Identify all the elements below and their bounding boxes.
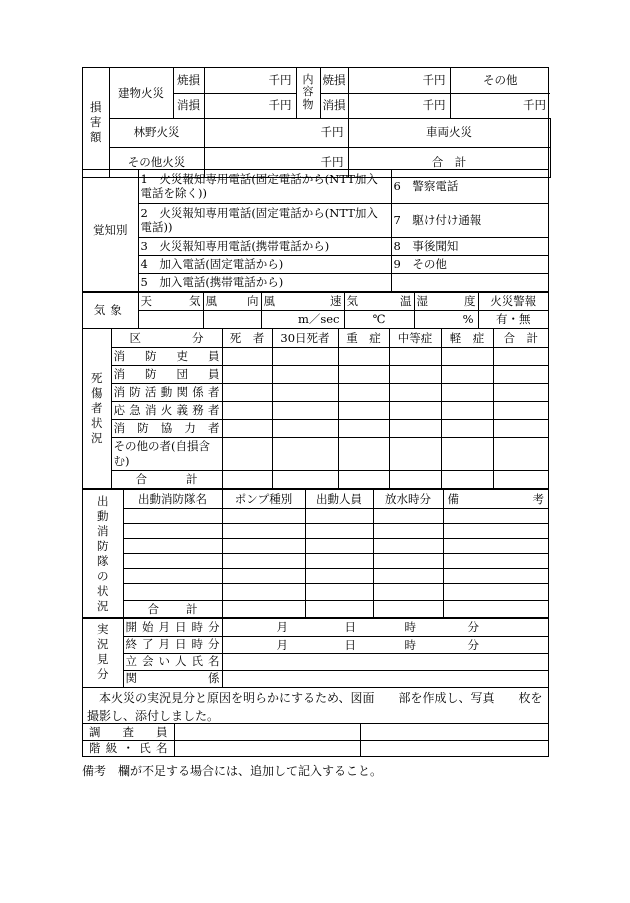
cell[interactable] xyxy=(443,553,548,568)
cell[interactable] xyxy=(373,583,443,600)
cell[interactable] xyxy=(373,538,443,553)
month-label: 月 xyxy=(276,637,288,652)
cell[interactable] xyxy=(441,470,493,488)
cell[interactable] xyxy=(338,365,389,383)
cell[interactable] xyxy=(222,583,305,600)
damage-section xyxy=(83,68,548,170)
table-row xyxy=(83,347,548,365)
casualty-row-label: その他の者(自損含む) xyxy=(111,437,222,470)
cell[interactable] xyxy=(272,470,338,488)
cell[interactable] xyxy=(222,401,272,419)
casualty-row-label: 消防活動関係者 xyxy=(111,383,222,401)
cell[interactable] xyxy=(222,419,272,437)
units-col-water: 放水時分 xyxy=(373,490,443,508)
weather-value[interactable] xyxy=(138,310,203,328)
cell[interactable] xyxy=(443,523,548,538)
table-row xyxy=(83,568,548,583)
cell[interactable] xyxy=(338,419,389,437)
detection-section xyxy=(83,170,548,293)
cell[interactable] xyxy=(389,365,441,383)
cell[interactable] xyxy=(373,508,443,523)
statement-section xyxy=(83,688,548,724)
table-row xyxy=(83,508,548,523)
vehicle-fire-label: 車両火災 xyxy=(348,118,550,147)
cell[interactable] xyxy=(373,523,443,538)
month-label: 月 xyxy=(276,619,288,634)
table-row xyxy=(83,538,548,553)
minute-label: 分 xyxy=(467,637,479,652)
cell[interactable] xyxy=(441,419,493,437)
cell[interactable] xyxy=(441,437,493,470)
cell[interactable] xyxy=(443,583,548,600)
rank-name-label: 階級・氏名 xyxy=(83,740,174,756)
rank-name-value-2[interactable] xyxy=(360,740,548,756)
cell[interactable] xyxy=(222,347,272,365)
cell[interactable] xyxy=(443,568,548,583)
detection-item-7: 7 駆け付け通報 xyxy=(391,203,548,237)
cell[interactable] xyxy=(305,568,373,583)
cell[interactable] xyxy=(389,383,441,401)
damage-total-label: 合 計 xyxy=(348,147,550,177)
table-row xyxy=(83,583,548,600)
table-row xyxy=(83,470,548,488)
casualty-row-label: 応急消火義務者 xyxy=(111,401,222,419)
other-value[interactable]: 千円 xyxy=(450,93,550,118)
wind-speed-unit[interactable]: m／sec xyxy=(261,310,344,328)
fire-warning-value[interactable]: 有・無 xyxy=(478,310,548,328)
cell[interactable] xyxy=(272,347,338,365)
cell[interactable] xyxy=(338,437,389,470)
cell[interactable] xyxy=(441,383,493,401)
cell[interactable] xyxy=(272,419,338,437)
cell[interactable] xyxy=(305,523,373,538)
wind-direction-value[interactable] xyxy=(203,310,261,328)
contents-burn-label: 焼損 xyxy=(320,68,348,93)
cell[interactable] xyxy=(338,347,389,365)
rank-name-value-1[interactable] xyxy=(174,740,360,756)
cell[interactable] xyxy=(272,437,338,470)
detection-header: 覚知別 xyxy=(83,170,138,292)
cell[interactable] xyxy=(305,600,373,618)
cell[interactable] xyxy=(123,553,222,568)
detection-item-2: 2 火災報知専用電話(固定電話から(NTT加入電話)) xyxy=(138,203,391,237)
cell[interactable] xyxy=(493,365,548,383)
cell[interactable] xyxy=(389,470,441,488)
detection-item-3: 3 火災報知専用電話(携帯電話から) xyxy=(138,237,391,255)
inspection-start-value[interactable] xyxy=(222,618,548,636)
cell[interactable] xyxy=(272,383,338,401)
cell[interactable] xyxy=(443,538,548,553)
cell[interactable] xyxy=(389,437,441,470)
building-burn-value[interactable]: 千円 xyxy=(204,68,296,93)
fire-report-form xyxy=(82,67,549,757)
detection-item-4: 4 加入電話(固定電話から) xyxy=(138,255,391,273)
cell[interactable] xyxy=(123,583,222,600)
casualties-col-dead: 死 者 xyxy=(222,329,272,347)
cell[interactable] xyxy=(272,401,338,419)
cell[interactable] xyxy=(222,553,305,568)
cell[interactable] xyxy=(443,600,548,618)
relation-label: 関 係 xyxy=(123,670,222,687)
cell[interactable] xyxy=(222,508,305,523)
inspection-end-value[interactable] xyxy=(222,636,548,653)
cell[interactable] xyxy=(389,419,441,437)
cell[interactable] xyxy=(493,401,548,419)
weather-col-weather: 天 気 xyxy=(138,293,203,310)
cell[interactable] xyxy=(443,508,548,523)
casualties-col-dead30: 30日死者 xyxy=(272,329,338,347)
building-fire-label: 建物火災 xyxy=(109,68,173,118)
cell[interactable] xyxy=(305,583,373,600)
witness-value[interactable] xyxy=(222,653,548,670)
cell[interactable] xyxy=(389,401,441,419)
day-label: 日 xyxy=(344,637,356,652)
units-header: 出動消防隊の状況 xyxy=(83,490,123,618)
cell[interactable] xyxy=(222,470,272,488)
forest-fire-label: 林野火災 xyxy=(109,118,204,147)
casualties-col-total: 合 計 xyxy=(493,329,548,347)
weather-col-wind-speed: 風 速 xyxy=(261,293,344,310)
weather-header: 気象 xyxy=(83,293,138,328)
cell[interactable] xyxy=(222,523,305,538)
inspection-section xyxy=(83,618,548,688)
casualty-total-label: 合 計 xyxy=(111,470,222,488)
table-row xyxy=(83,419,548,437)
table-row xyxy=(83,553,548,568)
units-total-label: 合 計 xyxy=(123,600,222,618)
hour-label: 時 xyxy=(404,637,416,652)
cell[interactable] xyxy=(272,365,338,383)
units-col-pump: ポンプ種別 xyxy=(222,490,305,508)
units-section xyxy=(83,490,548,618)
investigator-value-2[interactable] xyxy=(360,724,548,740)
other-fire-label: その他火災 xyxy=(109,147,204,177)
table-row xyxy=(83,383,548,401)
table-row xyxy=(83,523,548,538)
investigator-section xyxy=(83,724,548,756)
casualties-section xyxy=(83,329,548,490)
table-row xyxy=(83,600,548,618)
cell[interactable] xyxy=(493,347,548,365)
cell[interactable] xyxy=(123,538,222,553)
relation-value[interactable] xyxy=(222,670,548,687)
investigator-label: 調 査 員 xyxy=(83,724,174,740)
casualties-col-serious: 重 症 xyxy=(338,329,389,347)
cell[interactable] xyxy=(222,600,305,618)
forest-fire-value[interactable]: 千円 xyxy=(204,118,348,147)
cell[interactable] xyxy=(493,437,548,470)
cell[interactable] xyxy=(373,568,443,583)
footnote: 備考 欄が不足する場合には、追加して記入すること。 xyxy=(82,764,383,778)
cell[interactable] xyxy=(123,523,222,538)
humidity-unit[interactable]: % xyxy=(414,310,478,328)
cell[interactable] xyxy=(123,568,222,583)
casualties-col-category: 区 分 xyxy=(111,329,222,347)
table-row xyxy=(83,437,548,470)
detection-item-8: 8 事後聞知 xyxy=(391,237,548,255)
cell[interactable] xyxy=(338,470,389,488)
weather-col-temperature: 気 温 xyxy=(344,293,414,310)
cell[interactable] xyxy=(373,553,443,568)
damage-header: 損害額 xyxy=(83,68,109,177)
cell[interactable] xyxy=(493,419,548,437)
cell[interactable] xyxy=(493,470,548,488)
cell[interactable] xyxy=(441,401,493,419)
cell[interactable] xyxy=(222,383,272,401)
cell[interactable] xyxy=(305,508,373,523)
weather-col-fire-warning: 火災警報 xyxy=(478,293,548,310)
casualties-header: 死傷者状況 xyxy=(83,329,111,489)
cell[interactable] xyxy=(338,383,389,401)
cell[interactable] xyxy=(222,538,305,553)
investigator-value-1[interactable] xyxy=(174,724,360,740)
detection-item-9: 9 その他 xyxy=(391,255,548,273)
temperature-unit[interactable]: ℃ xyxy=(344,310,414,328)
cell[interactable] xyxy=(441,347,493,365)
cell[interactable] xyxy=(305,538,373,553)
cell[interactable] xyxy=(373,600,443,618)
building-extinguish-value[interactable]: 千円 xyxy=(204,93,296,118)
cell[interactable] xyxy=(123,508,222,523)
contents-label: 内容物 xyxy=(296,68,320,118)
weather-col-wind-direction: 風 向 xyxy=(203,293,261,310)
statement-text: 本火災の実況見分と原因を明らかにするため、図面 部を作成し、写真 枚を撮影し、添付しました。 xyxy=(87,691,543,723)
inspection-header: 実況見分 xyxy=(83,618,123,687)
units-col-name: 出動消防隊名 xyxy=(123,490,222,508)
other-label: その他 xyxy=(450,68,550,93)
cell[interactable] xyxy=(493,383,548,401)
witness-label: 立会い人氏名 xyxy=(123,653,222,670)
casualties-col-moderate: 中等症 xyxy=(389,329,441,347)
casualty-row-label: 消 防 吏 員 xyxy=(111,347,222,365)
cell[interactable] xyxy=(338,401,389,419)
units-col-personnel: 出動人員 xyxy=(305,490,373,508)
cell[interactable] xyxy=(222,437,272,470)
units-col-remarks: 備 考 xyxy=(443,490,548,508)
inspection-end-label: 終了月日時分 xyxy=(123,636,222,653)
day-label: 日 xyxy=(344,619,356,634)
cell[interactable] xyxy=(222,568,305,583)
minute-label: 分 xyxy=(467,619,479,634)
inspection-start-label: 開始月日時分 xyxy=(123,618,222,636)
cell[interactable] xyxy=(389,347,441,365)
detection-item-1: 1 火災報知専用電話(固定電話から(NTT加入電話を除く)) xyxy=(138,170,391,203)
casualty-row-label: 消 防 協 力 者 xyxy=(111,419,222,437)
other-fire-value[interactable]: 千円 xyxy=(204,147,348,177)
weather-col-humidity: 湿 度 xyxy=(414,293,478,310)
hour-label: 時 xyxy=(404,619,416,634)
detection-item-6: 6 警察電話 xyxy=(391,170,548,203)
contents-extinguish-value[interactable]: 千円 xyxy=(348,93,450,118)
building-extinguish-label: 消損 xyxy=(173,93,204,118)
contents-extinguish-label: 消損 xyxy=(320,93,348,118)
weather-section xyxy=(83,293,548,329)
cell[interactable] xyxy=(305,553,373,568)
detection-item-empty xyxy=(391,273,548,291)
table-row xyxy=(83,401,548,419)
cell[interactable] xyxy=(441,365,493,383)
casualty-row-label: 消 防 団 員 xyxy=(111,365,222,383)
casualties-col-minor: 軽 症 xyxy=(441,329,493,347)
contents-burn-value[interactable]: 千円 xyxy=(348,68,450,93)
table-row xyxy=(83,365,548,383)
building-burn-label: 焼損 xyxy=(173,68,204,93)
cell[interactable] xyxy=(222,365,272,383)
detection-item-5: 5 加入電話(携帯電話から) xyxy=(138,273,391,291)
